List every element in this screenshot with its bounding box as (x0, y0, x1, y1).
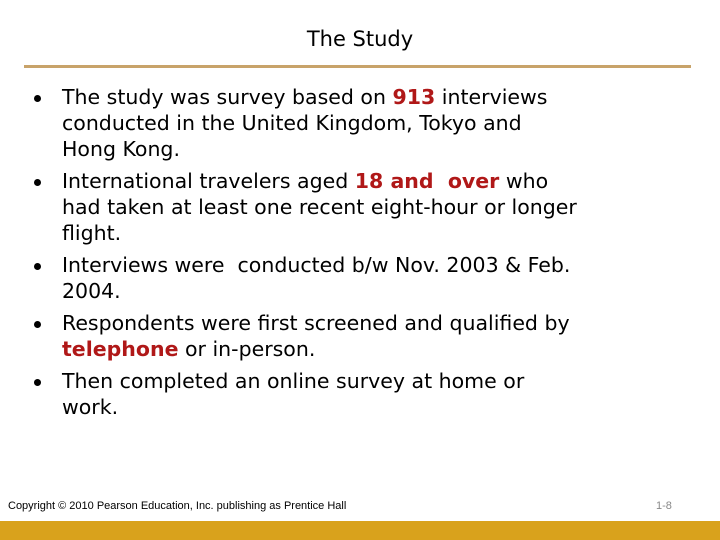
bullet-text: conducted in the United Kingdom, Tokyo and (62, 111, 522, 135)
bullet-text: flight. (62, 221, 122, 245)
bullet-item (30, 252, 710, 304)
bullet-icon (34, 321, 41, 328)
title-divider (24, 65, 691, 68)
bullet-icon (34, 179, 41, 186)
bottom-bar (0, 521, 720, 540)
page-number: 1-8 (656, 500, 672, 512)
bullet-text: who (499, 169, 549, 193)
copyright-footer: Copyright © 2010 Pearson Education, Inc. publishing as Prentice Hall (8, 500, 347, 512)
highlight-text: 18 and over (354, 169, 500, 193)
bullet-text: The study was survey based on (62, 85, 393, 109)
bullet-icon (34, 379, 41, 386)
bullet-item (30, 168, 710, 246)
bullet-icon (34, 263, 41, 270)
bullet-text: or in-person. (178, 337, 316, 361)
bullet-text: Respondents were first screened and qualified by (62, 311, 570, 335)
bullet-item (30, 368, 710, 420)
bullet-text: International travelers aged (62, 169, 355, 193)
bullet-text: Then completed an online survey at home or (62, 369, 525, 393)
highlight-text: telephone (62, 337, 179, 361)
bullet-list (30, 84, 710, 426)
bullet-text: Interviews were conducted b/w Nov. 2003 & Feb. (62, 253, 571, 277)
bullet-text: 2004. (62, 279, 121, 303)
bullet-text: had taken at least one recent eight-hour or longer (62, 195, 577, 219)
bullet-text: work. (62, 395, 119, 419)
bullet-text: Hong Kong. (62, 137, 180, 161)
bullet-item (30, 84, 710, 162)
bullet-text: interviews (435, 85, 548, 109)
bullet-icon (34, 95, 41, 102)
bullet-item (30, 310, 710, 362)
slide-title: The Study (306, 27, 414, 51)
highlight-text: 913 (392, 85, 436, 109)
